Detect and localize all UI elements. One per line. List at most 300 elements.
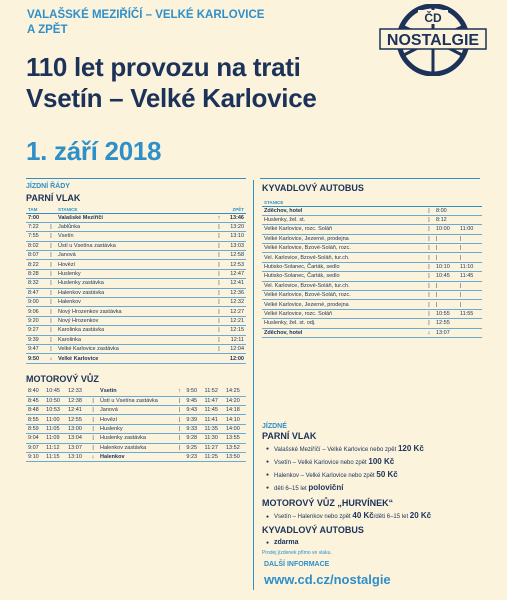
fare-text: Vsetín – Halenkov nebo zpět	[274, 514, 351, 520]
tam-time: 12:33	[66, 387, 88, 396]
table-row	[26, 406, 246, 415]
zpet-time: 9:39	[184, 415, 202, 424]
arrow-down-icon: ↓	[88, 452, 98, 461]
zpet-time: 9:45	[184, 396, 202, 405]
station-name: Halenkov zastávka	[98, 443, 174, 452]
tam-time: 9:00	[26, 298, 46, 307]
table-row	[26, 316, 246, 325]
fares-motor-title: MOTOROVÝ VŮZ „HURVÍNEK“	[262, 498, 394, 508]
tam-time: 11:09	[44, 434, 66, 443]
tam-time: 8:47	[26, 288, 46, 297]
fare-text: Valašské Meziříčí – Velké Karlovice nebo zpět	[274, 447, 397, 453]
table-row	[26, 269, 246, 278]
station-name: Huslenky, žel. st.	[262, 215, 424, 224]
bus-time: |	[458, 244, 482, 253]
station-name: Jablůnka	[56, 222, 214, 231]
page-title	[26, 52, 317, 114]
bus-time	[458, 319, 482, 328]
zpet-time: 13:55	[224, 434, 246, 443]
line-icon	[88, 387, 98, 396]
zpet-time: 9:50	[184, 387, 202, 396]
line-icon: |	[88, 434, 98, 443]
table-row	[26, 279, 246, 288]
table-row	[26, 434, 246, 443]
fare-price: poloviční	[308, 483, 344, 492]
title-line-2: Vsetín – Velké Karlovice	[26, 83, 317, 113]
line-icon: |	[424, 319, 434, 328]
table-row	[26, 424, 246, 433]
station-name: Huslenky zastávka	[56, 279, 214, 288]
tam-time: 11:15	[44, 452, 66, 461]
line-icon: |	[214, 269, 224, 278]
bus-time: |	[434, 234, 458, 243]
station-name: Nový Hrozenkov	[56, 316, 214, 325]
zpet-time: 12:04	[224, 344, 246, 353]
tam-time: 11:12	[44, 443, 66, 452]
line-icon: |	[88, 443, 98, 452]
line-icon: |	[46, 288, 56, 297]
motor-table	[26, 387, 246, 463]
line-icon: |	[88, 406, 98, 415]
table-row	[26, 213, 246, 222]
line-icon: |	[46, 269, 56, 278]
line-icon: |	[46, 232, 56, 241]
line-icon: |	[424, 253, 434, 262]
steam-title: PARNÍ VLAK	[26, 193, 81, 203]
station-name: Janová	[56, 251, 214, 260]
zpet-time: 12:15	[224, 326, 246, 335]
fare-price: 40 Kč	[352, 511, 374, 520]
line-icon: |	[88, 415, 98, 424]
bus-time	[458, 206, 482, 215]
zpet-time: 12:11	[224, 335, 246, 344]
fares-section	[262, 423, 482, 556]
zpet-time: 13:03	[224, 241, 246, 250]
tam-time: 8:40	[26, 387, 44, 396]
tam-time: 8:55	[26, 415, 44, 424]
zpet-time: 13:46	[224, 213, 246, 222]
bus-time: 10:45	[434, 272, 458, 281]
table-row	[262, 319, 482, 328]
zpet-time: 11:41	[203, 415, 224, 424]
station-name: Huslenky	[56, 269, 214, 278]
line-icon: |	[88, 424, 98, 433]
table-row	[26, 288, 246, 297]
table-row	[26, 452, 246, 461]
info-label: DALŠÍ INFORMACE	[264, 561, 330, 568]
col-stanice: STANICE	[262, 199, 424, 206]
station-name: Vsetín	[98, 387, 174, 396]
tam-time: 9:07	[26, 443, 44, 452]
tam-time: 8:02	[26, 241, 46, 250]
line-icon	[174, 452, 184, 461]
table-header-row	[262, 199, 482, 206]
fare-price: 50 Kč	[376, 470, 398, 479]
line-icon: |	[46, 335, 56, 344]
line-icon: |	[214, 316, 224, 325]
line-icon: |	[214, 279, 224, 288]
line-icon: |	[424, 281, 434, 290]
fare-kids: /děti 6–15 let	[373, 514, 409, 520]
station-name: Hutisko-Solanec, Čarták, sedlo	[262, 262, 424, 271]
zpet-time: 12:47	[224, 269, 246, 278]
station-name: Huslenky zastávka	[98, 434, 174, 443]
station-name: Velké Karlovice, rozc. Soláň	[262, 309, 424, 318]
zpet-time: 14:10	[224, 415, 246, 424]
steam-table	[26, 206, 246, 364]
tam-time: 8:45	[26, 396, 44, 405]
title-line-1: 110 let provozu na trati	[26, 52, 301, 82]
tam-time: 13:07	[66, 443, 88, 452]
bus-time: |	[458, 300, 482, 309]
tam-time: 10:53	[44, 406, 66, 415]
table-row	[26, 326, 246, 335]
line-icon: |	[214, 260, 224, 269]
col-tam: TAM	[26, 206, 46, 213]
fare-item	[266, 456, 482, 469]
tam-time: 9:10	[26, 452, 44, 461]
line-icon: |	[214, 335, 224, 344]
station-name: Velké Karlovice zastávka	[56, 344, 214, 353]
bus-time: 10:10	[434, 262, 458, 271]
bus-time: |	[434, 291, 458, 300]
bus-time: 11:00	[458, 225, 482, 234]
table-row	[26, 387, 246, 396]
line-icon: |	[424, 215, 434, 224]
table-row	[26, 251, 246, 260]
table-row	[26, 222, 246, 231]
table-row	[26, 232, 246, 241]
station-name: Ústí u Vsetína zastávka	[98, 396, 174, 405]
line-icon: |	[424, 225, 434, 234]
line-icon: |	[174, 415, 184, 424]
zpet-time: 12:36	[224, 288, 246, 297]
station-name: Hovězí	[56, 260, 214, 269]
table-header-row	[26, 206, 246, 213]
zpet-time: 13:20	[224, 222, 246, 231]
arrow-up-icon: ↑	[174, 387, 184, 396]
station-name: Huslenky	[98, 424, 174, 433]
zpet-time: 14:00	[224, 424, 246, 433]
zpet-time: 12:32	[224, 298, 246, 307]
station-name: Valašské Meziříčí	[56, 213, 214, 222]
line-icon: |	[174, 406, 184, 415]
fare-price: 120 Kč	[397, 444, 424, 453]
tam-time: 13:04	[66, 434, 88, 443]
tam-time: 8:59	[26, 424, 44, 433]
bus-time: 11:45	[458, 272, 482, 281]
tam-time: 13:10	[66, 452, 88, 461]
bus-time	[458, 215, 482, 224]
col-stanice: STANICE	[56, 206, 214, 213]
line-icon: |	[214, 344, 224, 353]
zpet-time: 12:00	[224, 354, 246, 363]
logo-top: ČD	[424, 11, 442, 25]
station-name: Halenkov zastávka	[56, 288, 214, 297]
station-name: Velké Karlovice, Bzové-Soláň, rozc.	[262, 244, 424, 253]
bus-time: |	[434, 300, 458, 309]
bus-time: 12:55	[434, 319, 458, 328]
bus-time: 13:07	[434, 328, 458, 337]
table-row	[26, 354, 246, 363]
zpet-time: 11:27	[203, 443, 224, 452]
tam-time: 10:50	[44, 396, 66, 405]
line-icon: |	[46, 222, 56, 231]
zpet-time: 13:50	[224, 452, 246, 461]
tam-time: 9:50	[26, 354, 46, 363]
station-name: Vsetín	[56, 232, 214, 241]
tam-time: 8:28	[26, 269, 46, 278]
table-row	[26, 298, 246, 307]
zpet-time: 11:45	[203, 406, 224, 415]
line-icon	[46, 213, 56, 222]
fare-text: Vsetín – Velké Karlovice nebo zpět	[274, 460, 367, 466]
motor-title: MOTOROVÝ VŮZ	[26, 373, 99, 384]
bus-time: 8:00	[434, 206, 458, 215]
tam-time: 8:22	[26, 260, 46, 269]
tam-time: 10:45	[44, 387, 66, 396]
table-row	[26, 344, 246, 353]
line-icon: |	[214, 222, 224, 231]
line-icon: |	[46, 241, 56, 250]
bus-time: 10:00	[434, 225, 458, 234]
logo-text: NOSTALGIE	[386, 32, 480, 49]
bus-time: 11:10	[458, 262, 482, 271]
zpet-time: 12:27	[224, 307, 246, 316]
line-icon: |	[424, 262, 434, 271]
station-name: Halenkov	[98, 452, 174, 461]
station-name: Velké Karlovice, Jezerné, prodejna	[262, 300, 424, 309]
table-row	[262, 272, 482, 281]
line-icon: |	[46, 279, 56, 288]
tam-time: 12:55	[66, 415, 88, 424]
fares-bus-item: ● zdarma	[266, 537, 482, 548]
zpet-time: 9:25	[184, 443, 202, 452]
fares-bus-title: KYVADLOVÝ AUTOBUS	[262, 525, 364, 535]
line-icon: |	[214, 298, 224, 307]
zpet-time: 14:20	[224, 396, 246, 405]
cd-nostalgie-logo	[378, 4, 488, 76]
zpet-time: 9:43	[184, 406, 202, 415]
fare-item	[266, 469, 482, 482]
line-icon: |	[46, 307, 56, 316]
table-row	[262, 328, 482, 337]
station-name: Huslenky, žel. st. odj.	[262, 319, 424, 328]
zpet-time: 13:10	[224, 232, 246, 241]
line-icon: |	[174, 443, 184, 452]
line-icon: |	[424, 206, 434, 215]
table-row	[262, 291, 482, 300]
tam-time: 9:47	[26, 344, 46, 353]
tam-time: 8:07	[26, 251, 46, 260]
fare-item	[266, 482, 482, 495]
bus-time: |	[458, 291, 482, 300]
zpet-time: 12:41	[224, 279, 246, 288]
station-name: Vel. Karlovice, Bzové-Soláň, tur.ch.	[262, 253, 424, 262]
timetable-label: JÍZDNÍ ŘÁDY	[26, 183, 70, 190]
line-icon: |	[214, 326, 224, 335]
fares-steam-list	[262, 443, 482, 495]
station-name: Hutisko-Solanec, Čarták, sedlo	[262, 272, 424, 281]
tam-time: 8:32	[26, 279, 46, 288]
arrow-down-icon: ↓	[424, 328, 434, 337]
table-row	[26, 415, 246, 424]
line-icon: |	[46, 251, 56, 260]
table-row	[26, 335, 246, 344]
line-icon: |	[46, 344, 56, 353]
fares-motor-item	[266, 510, 482, 523]
station-name: Velké Karlovice, rozc. Soláň	[262, 225, 424, 234]
zpet-time: 14:18	[224, 406, 246, 415]
website-link[interactable]: www.cd.cz/nostalgie	[264, 572, 391, 587]
fares-label: JÍZDNÉ	[262, 423, 287, 430]
station-name: Vel. Karlovice, Bzové-Soláň, tur.ch.	[262, 281, 424, 290]
station-name: Zděchov, hotel	[262, 206, 424, 215]
fares-note: Prodej jízdenek přímo ve vlaku.	[262, 550, 332, 556]
table-row	[262, 281, 482, 290]
line-icon: |	[424, 234, 434, 243]
line-icon: |	[174, 396, 184, 405]
tam-time: 9:39	[26, 335, 46, 344]
bus-time: |	[458, 234, 482, 243]
tam-time: 9:06	[26, 307, 46, 316]
station-name: Velké Karlovice, Bzové-Soláň, rozc.	[262, 291, 424, 300]
table-row	[26, 307, 246, 316]
table-row	[262, 244, 482, 253]
header-subtitle	[27, 8, 264, 38]
line-icon: |	[424, 300, 434, 309]
station-name: Hovězí	[98, 415, 174, 424]
bus-section	[262, 183, 482, 338]
tam-time: 8:48	[26, 406, 44, 415]
line-icon: |	[46, 298, 56, 307]
zpet-time: 12:53	[224, 260, 246, 269]
station-name: Zděchov, hotel	[262, 328, 424, 337]
bus-time	[458, 328, 482, 337]
station-name: Velké Karlovice, Jezerné, prodejna	[262, 234, 424, 243]
fare-item	[266, 443, 482, 456]
zpet-time: 11:47	[203, 396, 224, 405]
tam-time: 9:04	[26, 434, 44, 443]
line-icon: |	[424, 244, 434, 253]
bus-table	[262, 199, 482, 338]
fare-text: Halenkov – Velké Karlovice nebo zpět	[274, 473, 375, 479]
zpet-time: 9:33	[184, 424, 202, 433]
line-icon: |	[214, 288, 224, 297]
subtitle-line-2: A ZPĚT	[27, 24, 68, 36]
line-icon	[214, 354, 224, 363]
bus-time: |	[458, 253, 482, 262]
fare-kids-price: 20 Kč	[409, 511, 432, 520]
bus-title: KYVADLOVÝ AUTOBUS	[262, 183, 364, 193]
table-row	[262, 262, 482, 271]
line-icon: |	[214, 307, 224, 316]
tam-time: 7:55	[26, 232, 46, 241]
station-name: Nový Hrozenkov zastávka	[56, 307, 214, 316]
station-name: Karolinka	[56, 335, 214, 344]
event-date: 1. září 2018	[26, 136, 162, 166]
table-row	[26, 241, 246, 250]
tam-time: 9:27	[26, 326, 46, 335]
line-icon: |	[214, 251, 224, 260]
station-name: Velké Karlovice	[56, 354, 214, 363]
line-icon: |	[424, 291, 434, 300]
zpet-time: 11:35	[203, 424, 224, 433]
station-name: Halenkov	[56, 298, 214, 307]
table-row	[262, 234, 482, 243]
bus-time: 8:12	[434, 215, 458, 224]
table-row	[26, 443, 246, 452]
line-icon: |	[46, 326, 56, 335]
tam-time: 9:20	[26, 316, 46, 325]
bus-time: 11:55	[458, 309, 482, 318]
station-name: Ústí u Vsetína zastávka	[56, 241, 214, 250]
table-row	[262, 253, 482, 262]
timetable-section	[26, 183, 246, 462]
zpet-time: 9:23	[184, 452, 202, 461]
bus-time: |	[434, 253, 458, 262]
line-icon: |	[214, 241, 224, 250]
line-icon: |	[46, 260, 56, 269]
bus-time: |	[434, 281, 458, 290]
zpet-time: 12:21	[224, 316, 246, 325]
fare-text: děti 6–15 let	[274, 486, 307, 492]
tam-time: 11:05	[44, 424, 66, 433]
subtitle-line-1: VALAŠSKÉ MEZIŘÍČÍ – VELKÉ KARLOVICE	[27, 9, 265, 21]
fare-price: 100 Kč	[368, 457, 395, 466]
line-icon: |	[214, 232, 224, 241]
column-divider	[253, 180, 254, 590]
zpet-time: 11:25	[203, 452, 224, 461]
table-row	[262, 225, 482, 234]
col-zpet: ZPĚT	[224, 206, 246, 213]
station-name: Janová	[98, 406, 174, 415]
divider	[260, 178, 480, 179]
tam-time: 13:00	[66, 424, 88, 433]
fares-steam-title: PARNÍ VLAK	[262, 431, 317, 441]
arrow-up-icon: ↑	[214, 213, 224, 222]
divider	[26, 178, 246, 179]
line-icon: |	[88, 396, 98, 405]
table-row	[262, 215, 482, 224]
zpet-time: 11:52	[203, 387, 224, 396]
line-icon: |	[424, 272, 434, 281]
zpet-time: 9:28	[184, 434, 202, 443]
line-icon: |	[46, 316, 56, 325]
bus-time: 10:55	[434, 309, 458, 318]
table-row	[26, 396, 246, 405]
table-row	[26, 260, 246, 269]
zpet-time: 14:25	[224, 387, 246, 396]
table-row	[262, 309, 482, 318]
line-icon: |	[424, 309, 434, 318]
bus-time: |	[434, 244, 458, 253]
zpet-time: 11:30	[203, 434, 224, 443]
tam-time: 12:41	[66, 406, 88, 415]
zpet-time: 13:52	[224, 443, 246, 452]
station-name: Karolinka zastávka	[56, 326, 214, 335]
line-icon: |	[174, 424, 184, 433]
table-row	[262, 206, 482, 215]
table-row	[262, 300, 482, 309]
tam-time: 7:22	[26, 222, 46, 231]
line-icon: |	[174, 434, 184, 443]
tam-time: 12:38	[66, 396, 88, 405]
tam-time: 11:00	[44, 415, 66, 424]
zpet-time: 12:58	[224, 251, 246, 260]
arrow-down-icon: ↓	[46, 354, 56, 363]
bus-time: |	[458, 281, 482, 290]
